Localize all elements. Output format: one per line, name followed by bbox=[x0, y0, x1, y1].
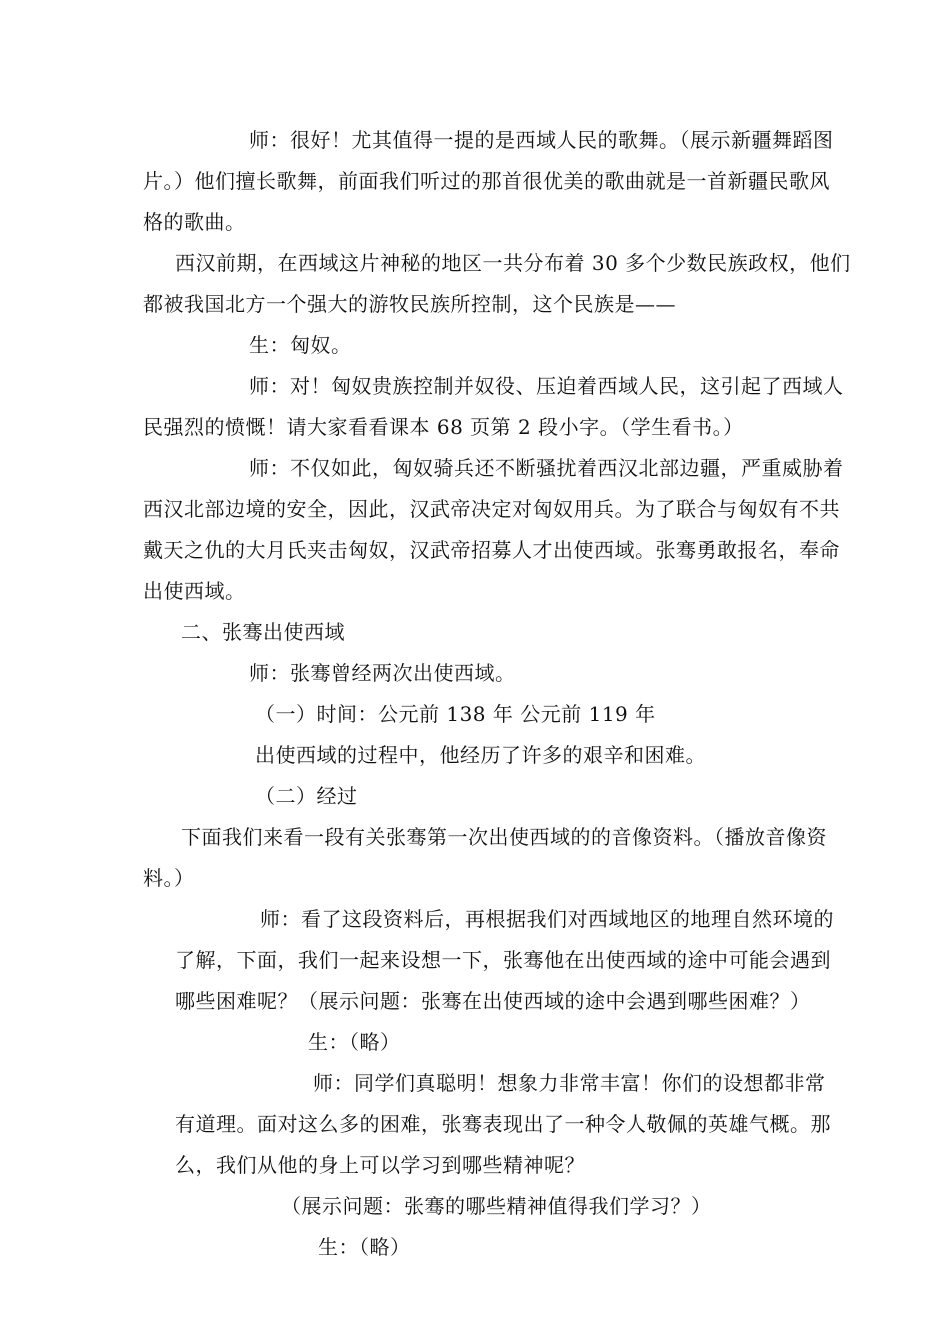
paragraph-line: 生：（略） bbox=[318, 1235, 411, 1259]
paragraph-line: 西汉前期，在西域这片神秘的地区一共分布着 30 多个少数民族政权，他们 bbox=[175, 251, 851, 275]
paragraph-line: 了解，下面，我们一起来设想一下，张骞他在出使西域的途中可能会遇到 bbox=[175, 948, 831, 972]
paragraph-line: 师：很好！尤其值得一提的是西域人民的歌舞。（展示新疆舞蹈图 bbox=[249, 128, 834, 152]
paragraph-line: 出使西域的过程中，他经历了许多的艰辛和困难。 bbox=[255, 743, 706, 767]
paragraph-line: 片。）他们擅长歌舞，前面我们听过的那首很优美的歌曲就是一首新疆民歌风 bbox=[143, 169, 830, 193]
paragraph-line: 师：看了这段资料后，再根据我们对西域地区的地理自然环境的 bbox=[260, 907, 834, 931]
paragraph-line: 料。） bbox=[143, 866, 195, 890]
paragraph-line: 师：同学们真聪明！想象力非常丰富！你们的设想都非常 bbox=[313, 1071, 826, 1095]
paragraph-line: 格的歌曲。 bbox=[143, 210, 246, 234]
paragraph-line: 西汉北部边境的安全，因此，汉武帝决定对匈奴用兵。为了联合与匈奴有不共 bbox=[143, 497, 840, 521]
paragraph-line: 师：不仅如此，匈奴骑兵还不断骚扰着西汉北部边疆，严重威胁着 bbox=[249, 456, 844, 480]
subheading: （二）经过 bbox=[255, 784, 358, 808]
paragraph-line: 哪些困难呢？（展示问题：张骞在出使西域的途中会遇到哪些困难？） bbox=[175, 989, 811, 1013]
paragraph-line: 民强烈的愤慨！请大家看看课本 68 页第 2 段小字。（学生看书。） bbox=[143, 415, 744, 439]
paragraph-line: 师：张骞曾经两次出使西域。 bbox=[249, 661, 516, 685]
paragraph-line: （展示问题：张骞的哪些精神值得我们学习？） bbox=[281, 1194, 712, 1218]
paragraph-line: 生：（略） bbox=[308, 1030, 401, 1054]
paragraph-line: 么，我们从他的身上可以学习到哪些精神呢？ bbox=[175, 1153, 585, 1177]
paragraph-line: 都被我国北方一个强大的游牧民族所控制，这个民族是—— bbox=[143, 292, 676, 316]
paragraph-line: 戴天之仇的大月氏夹击匈奴，汉武帝招募人才出使西域。张骞勇敢报名，奉命 bbox=[143, 538, 840, 562]
paragraph-line: 有道理。面对这么多的困难，张骞表现出了一种令人敬佩的英雄气概。那 bbox=[175, 1112, 831, 1136]
paragraph-line: 师：对！匈奴贵族控制并奴役、压迫着西域人民，这引起了西域人 bbox=[249, 374, 844, 398]
paragraph-line: 生：匈奴。 bbox=[249, 333, 352, 357]
section-heading: 二、张骞出使西域 bbox=[181, 620, 345, 644]
subheading: （一）时间：公元前 138 年 公元前 119 年 bbox=[255, 702, 656, 726]
paragraph-line: 下面我们来看一段有关张骞第一次出使西域的的音像资料。（播放音像资 bbox=[181, 825, 827, 849]
paragraph-line: 出使西域。 bbox=[143, 579, 246, 603]
